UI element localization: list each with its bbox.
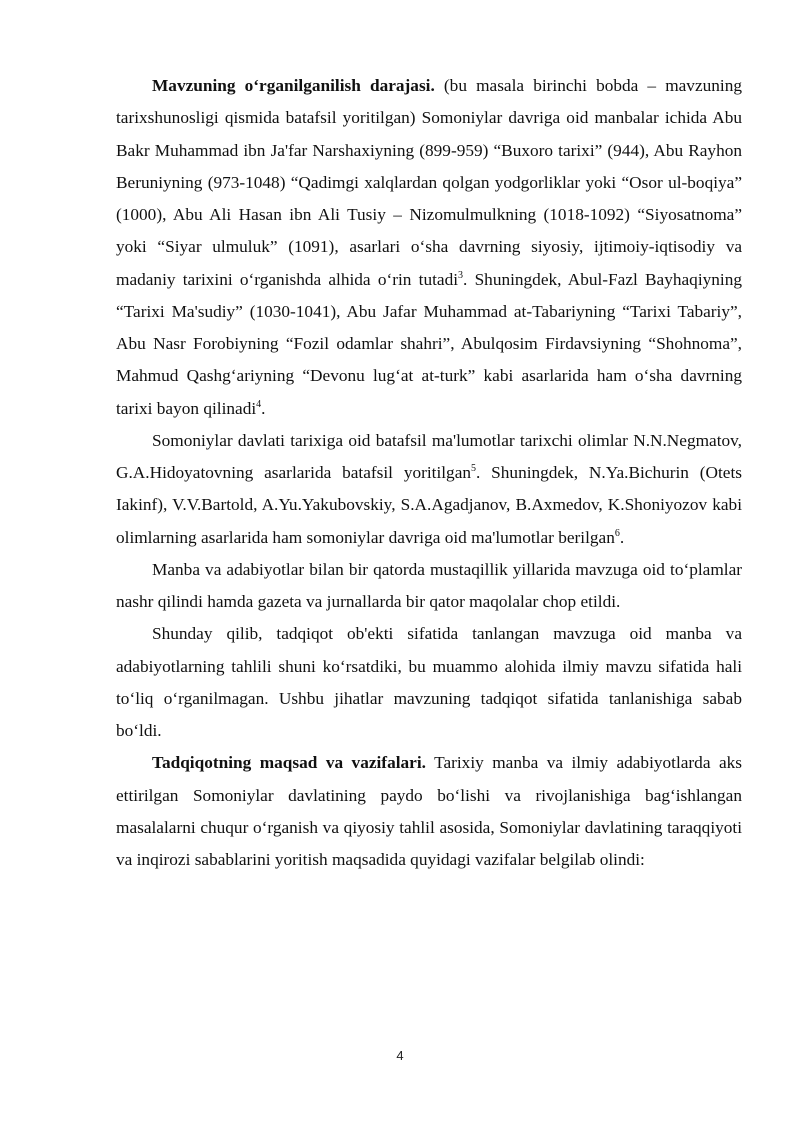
- paragraph-goals: [116, 747, 742, 876]
- footnote-ref[interactable]: 5: [471, 463, 477, 475]
- paragraph-text: Somoniylar davlati tarixiga oid batafsil ma'lumotlar tarixchi olimlar N.N.Negmatov, G.A.Hidoyatovning asarlarida batafsil yoritilgan: [116, 430, 742, 482]
- paragraph-text: . Shuningdek, Abul-Fazl Bayhaqiyning “Tarixi Ma'sudiy” (1030-1041), Abu Jafar Muhammad at-Tabariyning “Tarixi Tabariy”, Abu Nasr Forobiyning “Fozil odamlar shahri”, Abulqosim Firdavsiyning “Shohnoma”, Mahmud Qashg‘ariyning “Devonu lug‘at at-turk” kabi asarlarida ham o‘sha davrning tarixi bayon qilinadi: [116, 269, 742, 418]
- paragraph-text: (bu masala birinchi bobda – mavzuning tarixshunosligi qismida batafsil yoritilgan) Somoniylar davriga oid manbalar ichida Abu Bakr Muhammad ibn Ja'far Narshaxiyning (899-959) “Buxoro tarixi” (944), Abu Rayhon Beruniyning (973-1048) “Qadimgi xalqlardan qolgan yodgorliklar yoki “Osor ul-boqiya” (1000), Abu Ali Hasan ibn Ali Tusiy – Nizomulmulkning (1018-1092) “Siyosatnoma” yoki “Siyar ulmuluk” (1091), asarlari o‘sha davrning siyosiy, ijtimoiy-iqtisodiy va madaniy tarixini o‘rganishda alhida o‘rin tutadi: [116, 76, 742, 289]
- body-text: [116, 70, 742, 876]
- paragraph-sources: [116, 554, 742, 619]
- footnote-ref[interactable]: 3: [458, 269, 464, 281]
- heading-research-degree: Mavzuning o‘rganilganilish darajasi.: [152, 76, 435, 95]
- paragraph-conclusion: [116, 618, 742, 747]
- paragraph-scholars: [116, 425, 742, 554]
- footnote-ref[interactable]: 6: [614, 527, 620, 539]
- page-number: 4: [396, 1048, 404, 1063]
- footnote-ref[interactable]: 4: [256, 398, 262, 410]
- paragraph-text: Shunday qilib, tadqiqot ob'ekti sifatida tanlangan mavzuga oid manba va adabiyotlarning tahlili shuni ko‘rsatdiki, bu muammo alohida ilmiy mavzu sifatida hali to‘liq o‘rganilmagan. Ushbu jihatlar mavzuning tadqiqot sifatida tanlanishiga sabab bo‘ldi.: [116, 624, 742, 740]
- paragraph-research-degree: [116, 70, 742, 425]
- heading-goals: Tadqiqotning maqsad va vazifalari.: [152, 753, 426, 773]
- paragraph-text: .: [619, 527, 625, 547]
- paragraph-text: Tarixiy manba va ilmiy adabiyotlarda aks ettirilgan Somoniylar davlatining paydo bo‘lishi va rivojlanishiga bag‘ishlangan masalalarni chuqur o‘rganish va qiyosiy tahlil asosida, Somoniylar davlatining taraqqiyoti va inqirozi sabablarini yoritish maqsadida quyidagi vazifalar belgilab olindi:: [116, 753, 742, 869]
- paragraph-text: Manba va adabiyotlar bilan bir qatorda mustaqillik yillarida mavzuga oid to‘plamlar nashr qilindi hamda gazeta va jurnallarda bir qator maqolalar chop etildi.: [116, 559, 742, 611]
- paragraph-text: . Shuningdek, N.Ya.Bichurin (Otets Iakinf), V.V.Bartold, A.Yu.Yakubovskiy, S.A.Agadjanov, B.Axmedov, K.Shoniyozov kabi olimlarning asarlarida ham somoniylar davriga oid ma'lumotlar berilgan: [116, 463, 742, 547]
- paragraph-text: .: [261, 398, 266, 418]
